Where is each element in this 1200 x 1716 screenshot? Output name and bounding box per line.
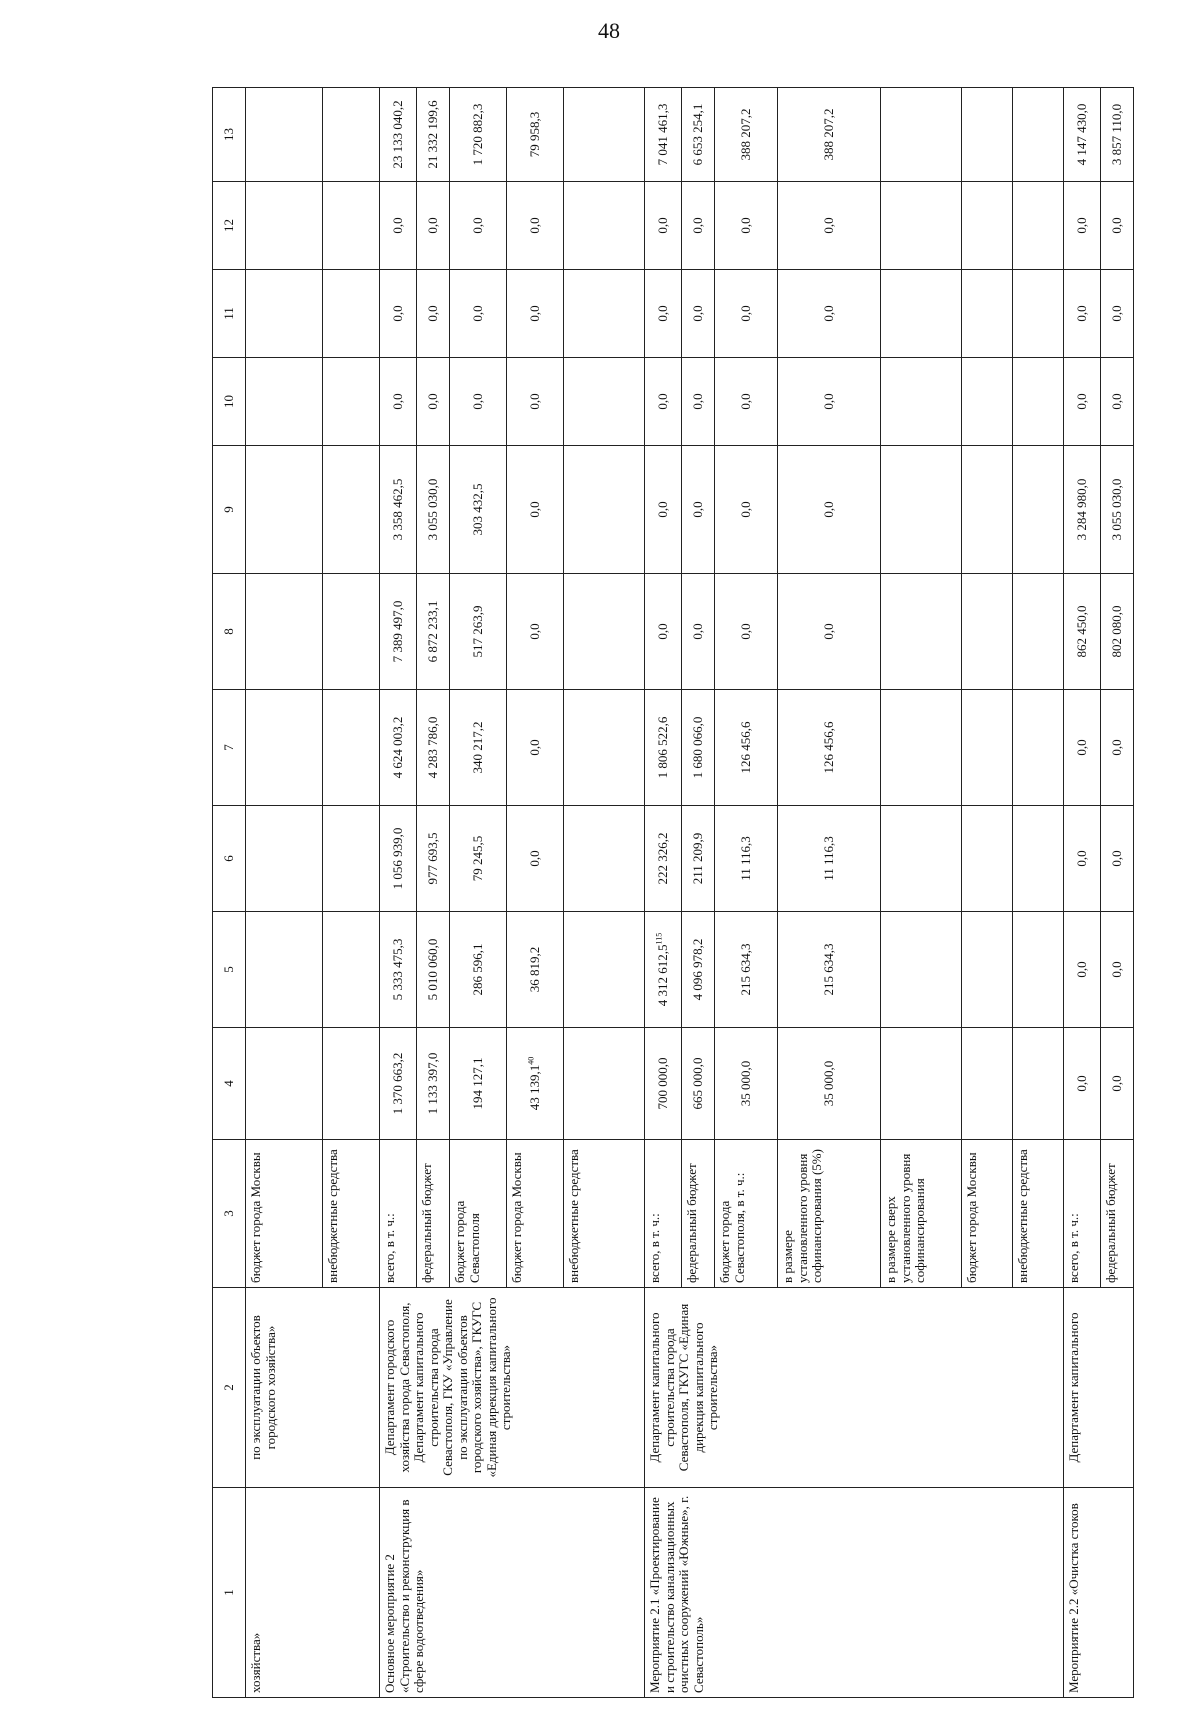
value-cell: 6 872 233,1	[417, 574, 450, 690]
value-cell: 0,0	[507, 574, 564, 690]
value-cell: 0,0	[1101, 806, 1134, 912]
value-cell: 0,0	[380, 358, 417, 446]
value-cell: 0,0	[1101, 358, 1134, 446]
value-cell: 36 819,2	[507, 912, 564, 1028]
value-cell: 802 080,0	[1101, 574, 1134, 690]
funding-source-cell: всего, в т. ч.:	[380, 1140, 417, 1288]
value-cell: 0,0	[507, 446, 564, 574]
funding-source-cell: внебюджетные средства	[323, 1140, 380, 1288]
value-cell: 21 332 199,6	[417, 88, 450, 182]
value-cell: 0,0	[715, 358, 778, 446]
value-cell: 0,0	[715, 270, 778, 358]
value-cell: 0,0	[645, 182, 682, 270]
value-cell: 79 958,3	[507, 88, 564, 182]
value-cell: 1 133 397,0	[417, 1028, 450, 1140]
funding-source-cell: всего, в т. ч.:	[645, 1140, 682, 1288]
value-cell: 3 055 030,0	[417, 446, 450, 574]
value-cell: 0,0	[507, 182, 564, 270]
value-cell: 0,0	[450, 270, 507, 358]
value-cell: 7 389 497,0	[380, 574, 417, 690]
column-header: 13	[213, 88, 246, 182]
column-header: 5	[213, 912, 246, 1028]
value-cell: 0,0	[682, 574, 715, 690]
value-cell: 3 857 110,0	[1101, 88, 1134, 182]
value-cell: 35 000,0	[715, 1028, 778, 1140]
value-cell: 0,0	[417, 182, 450, 270]
value-cell: 215 634,3	[715, 912, 778, 1028]
activity-name-cell: Мероприятие 2.1 «Проектирование и строительство канализационных очистных сооружений «Южные», г. Севастополь»	[645, 1488, 1064, 1698]
column-header: 4	[213, 1028, 246, 1140]
value-cell: 0,0	[778, 446, 881, 574]
value-cell: 0,0	[507, 690, 564, 806]
value-cell: 0,0	[715, 574, 778, 690]
funding-source-cell: бюджет города Севастополя	[450, 1140, 507, 1288]
value-cell: 0,0	[682, 270, 715, 358]
funding-source-cell: бюджет города Севастополя, в т. ч.:	[715, 1140, 778, 1288]
value-cell: 3 358 462,5	[380, 446, 417, 574]
value-cell: 303 432,5	[450, 446, 507, 574]
funding-source-cell: в размере установленного уровня софинансирования (5%)	[778, 1140, 881, 1288]
value-cell: 11 116,3	[715, 806, 778, 912]
value-cell: 215 634,3	[778, 912, 881, 1028]
value-cell: 0,0	[450, 358, 507, 446]
value-cell: 4 283 786,0	[417, 690, 450, 806]
executor-cell: Департамент капитального строительства города Севастополя, ГКУГС «Единая дирекция капитального строительства»	[645, 1288, 1064, 1488]
value-cell: 4 624 003,2	[380, 690, 417, 806]
column-header: 3	[213, 1140, 246, 1288]
value-cell: 4 147 430,0	[1064, 88, 1101, 182]
funding-source-cell: федеральный бюджет	[682, 1140, 715, 1288]
funding-source-cell: федеральный бюджет	[1101, 1140, 1134, 1288]
column-header: 11	[213, 270, 246, 358]
budget-table	[212, 87, 1134, 1698]
value-cell: 211 209,9	[682, 806, 715, 912]
value-cell: 5 333 475,3	[380, 912, 417, 1028]
funding-source-cell: всего, в т. ч.:	[1064, 1140, 1101, 1288]
value-cell: 0,0	[645, 358, 682, 446]
value-cell: 0,0	[417, 358, 450, 446]
value-cell: 0,0	[778, 358, 881, 446]
column-header: 10	[213, 358, 246, 446]
value-cell: 23 133 040,2	[380, 88, 417, 182]
page-number: 48	[598, 18, 620, 43]
value-cell: 0,0	[450, 182, 507, 270]
value-cell: 862 450,0	[1064, 574, 1101, 690]
executor-cell: Департамент капитального	[1064, 1288, 1134, 1488]
value-cell: 0,0	[778, 182, 881, 270]
value-cell: 340 217,2	[450, 690, 507, 806]
footnote-mark: 40	[526, 1056, 536, 1065]
value-cell: 0,0	[380, 182, 417, 270]
column-header: 9	[213, 446, 246, 574]
funding-source-cell: бюджет города Москвы	[246, 1140, 323, 1288]
value-cell: 194 127,1	[450, 1028, 507, 1140]
table-row	[246, 88, 323, 1698]
footnote-mark: 115	[654, 932, 664, 945]
value-cell: 0,0	[1101, 270, 1134, 358]
funding-source-cell: в размере сверх установленного уровня софинансирования	[881, 1140, 962, 1288]
value-cell: 126 456,6	[778, 690, 881, 806]
value-text: 43 139,1	[526, 1064, 542, 1111]
value-cell: 0,0	[507, 270, 564, 358]
table-row	[1064, 88, 1101, 1698]
value-cell: 0,0	[1064, 1028, 1101, 1140]
value-cell	[645, 912, 682, 1028]
value-cell: 0,0	[1064, 690, 1101, 806]
value-cell: 7 041 461,3	[645, 88, 682, 182]
value-cell: 286 596,1	[450, 912, 507, 1028]
value-cell: 0,0	[682, 182, 715, 270]
value-cell: 3 055 030,0	[1101, 446, 1134, 574]
value-cell: 4 096 978,2	[682, 912, 715, 1028]
activity-name-cell: Основное мероприятие 2 «Строительство и реконструкция в сфере водоотведения»	[380, 1488, 645, 1698]
value-cell: 35 000,0	[778, 1028, 881, 1140]
column-header: 7	[213, 690, 246, 806]
funding-source-cell: внебюджетные средства	[564, 1140, 645, 1288]
column-number-row	[213, 88, 246, 1698]
value-cell: 0,0	[645, 446, 682, 574]
value-cell	[507, 1028, 564, 1140]
value-cell: 700 000,0	[645, 1028, 682, 1140]
funding-source-cell: бюджет города Москвы	[507, 1140, 564, 1288]
value-cell: 0,0	[682, 358, 715, 446]
value-cell: 11 116,3	[778, 806, 881, 912]
value-cell: 0,0	[1064, 912, 1101, 1028]
value-cell: 3 284 980,0	[1064, 446, 1101, 574]
table-row	[380, 88, 417, 1698]
value-cell: 0,0	[380, 270, 417, 358]
value-cell: 5 010 060,0	[417, 912, 450, 1028]
value-cell: 1 720 882,3	[450, 88, 507, 182]
value-cell: 0,0	[417, 270, 450, 358]
funding-source-cell: внебюджетные средства	[1013, 1140, 1064, 1288]
value-cell: 0,0	[1101, 690, 1134, 806]
value-cell: 0,0	[645, 574, 682, 690]
column-header: 6	[213, 806, 246, 912]
column-header: 2	[213, 1288, 246, 1488]
value-cell: 222 326,2	[645, 806, 682, 912]
value-cell: 0,0	[682, 446, 715, 574]
value-cell: 0,0	[507, 806, 564, 912]
value-cell: 0,0	[1101, 1028, 1134, 1140]
value-cell: 388 207,2	[715, 88, 778, 182]
column-header: 8	[213, 574, 246, 690]
value-cell: 0,0	[715, 446, 778, 574]
value-cell: 6 653 254,1	[682, 88, 715, 182]
column-header: 12	[213, 182, 246, 270]
value-cell: 0,0	[1101, 182, 1134, 270]
rotated-table-container	[212, 88, 1124, 1698]
value-cell: 0,0	[778, 574, 881, 690]
funding-source-cell: федеральный бюджет	[417, 1140, 450, 1288]
executor-cell: Департамент городского хозяйства города Севастополя, Департамент капитального строительства города Севастополя, ГКУ «Управление по эксплуатации объектов городского хозяйства», ГКУГС «Единая дирекция капитального строительства»	[380, 1288, 645, 1488]
value-cell: 0,0	[1101, 912, 1134, 1028]
value-cell: 126 456,6	[715, 690, 778, 806]
value-cell: 1 806 522,6	[645, 690, 682, 806]
value-cell: 1 370 663,2	[380, 1028, 417, 1140]
value-cell: 517 263,9	[450, 574, 507, 690]
value-cell: 0,0	[507, 358, 564, 446]
value-cell: 1 056 939,0	[380, 806, 417, 912]
executor-cell: по эксплуатации объектов городского хозяйства»	[246, 1288, 380, 1488]
value-text: 4 312 612,5	[654, 944, 670, 1007]
activity-name-cell: хозяйства»	[246, 1488, 380, 1698]
table-row	[645, 88, 682, 1698]
value-cell: 388 207,2	[778, 88, 881, 182]
value-cell: 0,0	[645, 270, 682, 358]
activity-name-cell: Мероприятие 2.2 «Очистка стоков	[1064, 1488, 1134, 1698]
value-cell: 0,0	[715, 182, 778, 270]
funding-source-cell: бюджет города Москвы	[962, 1140, 1013, 1288]
value-cell: 0,0	[1064, 182, 1101, 270]
value-cell: 665 000,0	[682, 1028, 715, 1140]
column-header: 1	[213, 1488, 246, 1698]
value-cell: 1 680 066,0	[682, 690, 715, 806]
value-cell: 0,0	[1064, 806, 1101, 912]
value-cell: 79 245,5	[450, 806, 507, 912]
value-cell: 0,0	[778, 270, 881, 358]
value-cell: 977 693,5	[417, 806, 450, 912]
value-cell: 0,0	[1064, 358, 1101, 446]
value-cell: 0,0	[1064, 270, 1101, 358]
